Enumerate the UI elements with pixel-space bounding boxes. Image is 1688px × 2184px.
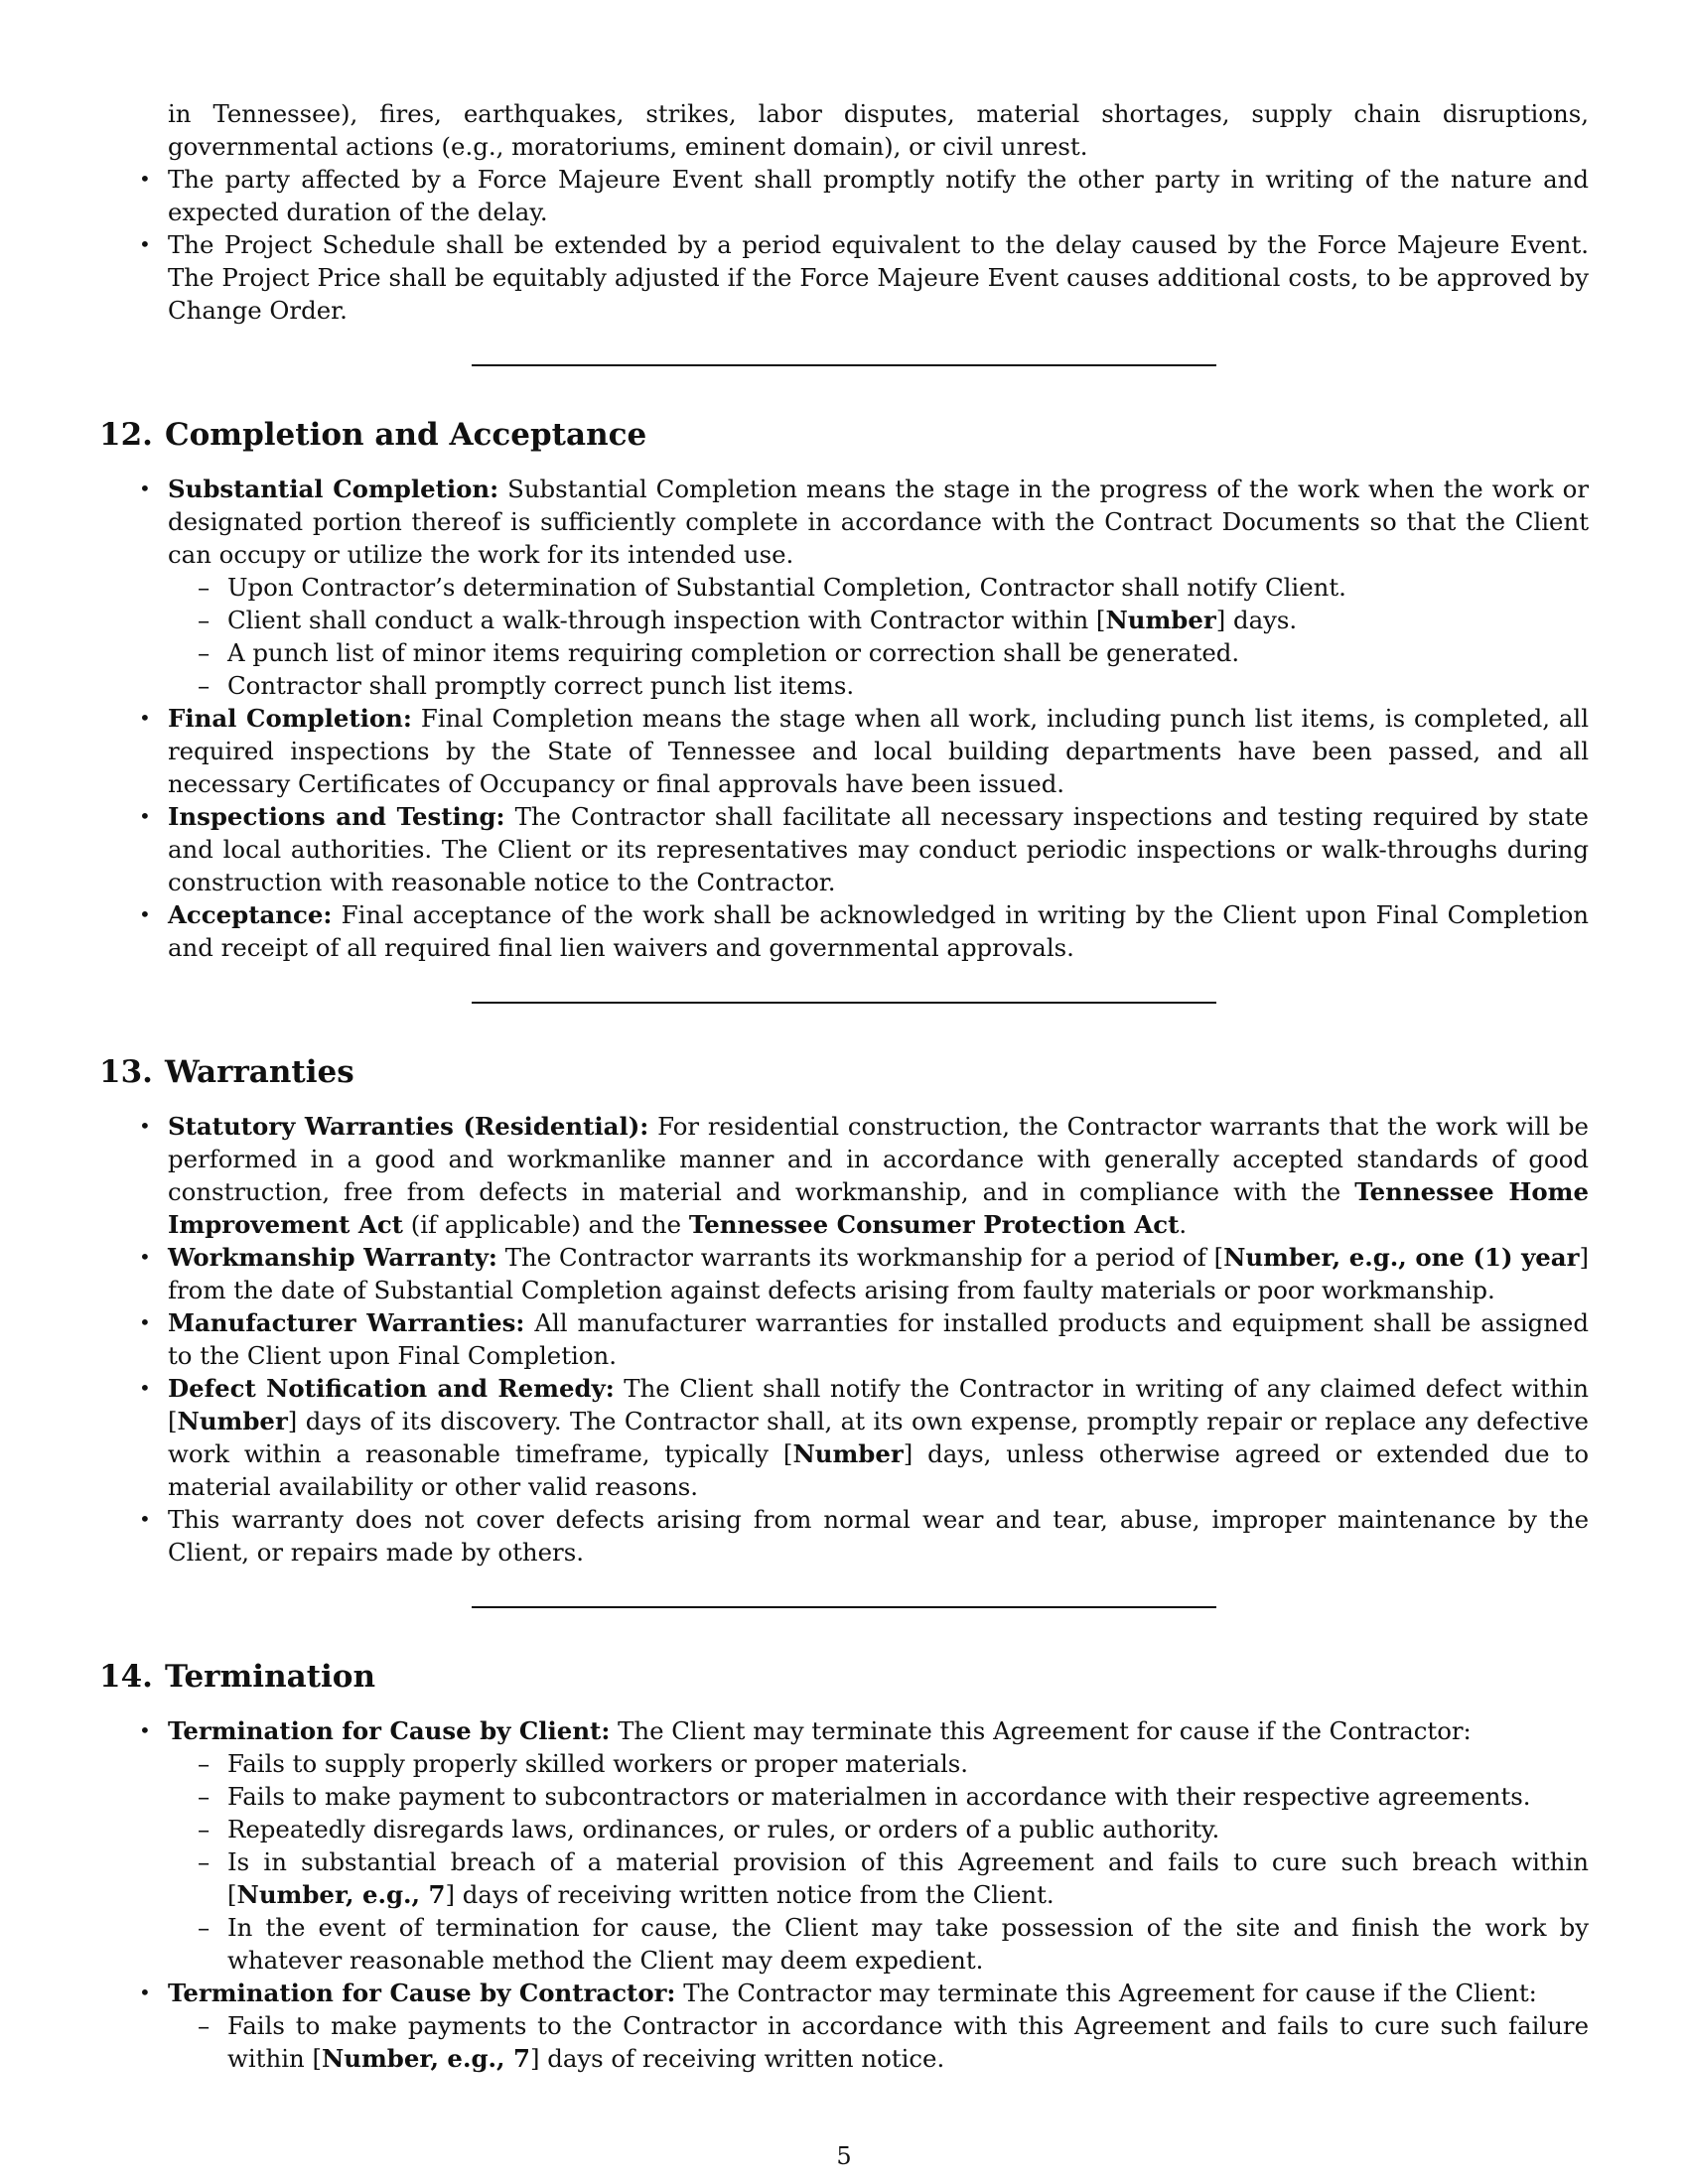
list-item: – Fails to make payments to the Contractor in accordance with this Agreement and fails to cure such failure within [Number, e.g., 7] days of receiving written notice.	[198, 2011, 1589, 2073]
defect-notification-item: • Defect Notification and Remedy: The Client shall notify the Contractor in writing of any claimed defect within [Number] days of its discovery. The Contractor shall, at its own expense, promptly repair or replace any defective work within a reasonable timeframe, typically [Number] days, unless otherwise agreed or extended due to material availability or other valid reasons.	[139, 1374, 1590, 1501]
manufacturer-warranties-item: • Manufacturer Warranties: All manufacturer warranties for installed products and equipment shall be assigned to the Client upon Final Completion.	[139, 1308, 1589, 1370]
list-item: • The Project Schedule shall be extended by a period equivalent to the delay caused by the Force Majeure Event. The Project Price shall be equitably adjusted if the Force Majeure Event causes additional costs, to be approved by Change Order.	[139, 230, 1589, 325]
substantial-completion-item: • Substantial Completion: Substantial Completion means the stage in the progress of the work when the work or designated portion thereof is sufficiently complete in accordance with the Contract Documents so that the Client can occupy or utilize the work for its intended use. – Upon Contractor’s determination of Substantial Completion, Contractor shall notify Client. – Client shall conduct a walk-through inspection with Contractor within [Number] days. – A punch list of minor items requiring completion or correction shall be generated. – Contractor shall promptly correct punch list items.	[139, 475, 1589, 700]
section-12-heading: 12. Completion and Acceptance	[99, 417, 647, 453]
list-item: • The party affected by a Force Majeure Event shall promptly notify the other party in writing of the nature and expected duration of the delay.	[139, 165, 1589, 226]
termination-by-client-item: • Termination for Cause by Client: The Client may terminate this Agreement for cause if the Contractor: – Fails to supply properly skilled workers or proper materials. – Fails to make payment to subcontractors or materialmen in accordance with their respective agreements. – Repeatedly disregards laws, ordinances, or rules, or orders of a public authority. – Is in substantial breach of a material provision of this Agreement and fails to cure such breach within [Number, e.g., 7] days of receiving written notice from the Client. – In the event of termination for cause, the Client may take possession of the site and finish the work by whatever reasonable method the Client may deem expedient.	[139, 1716, 1589, 1975]
final-completion-item: • Final Completion: Final Completion means the stage when all work, including punch list items, is completed, all required inspections by the State of Tennessee and local building departments have been passed, and all necessary Certificates of Occupancy or final approvals have been issued.	[139, 704, 1589, 798]
force-majeure-continuation: in Tennessee), fires, earthquakes, strikes, labor disputes, material shortages, supply chain disruptions, governmental actions (e.g., moratoriums, eminent domain), or civil unrest.	[168, 99, 1589, 161]
acceptance-item: • Acceptance: Final acceptance of the work shall be acknowledged in writing by the Client upon Final Completion and receipt of all required final lien waivers and governmental approvals.	[139, 900, 1589, 962]
list-item: – A punch list of minor items requiring completion or correction shall be generated.	[198, 638, 1240, 667]
termination-by-contractor-item: • Termination for Cause by Contractor: The Contractor may terminate this Agreement for cause if the Client: – Fails to make payments to the Contractor in accordance with this Agreement and fails to cure such failure within [Number, e.g., 7] days of receiving written notice.	[139, 1979, 1589, 2073]
warranty-exclusion-item: • This warranty does not cover defects arising from normal wear and tear, abuse, improper maintenance by the Client, or repairs made by others.	[139, 1505, 1589, 1567]
list-item: – Fails to make payment to subcontractors or materialmen in accordance with their respective agreements.	[198, 1782, 1531, 1811]
section-13-heading: 13. Warranties	[99, 1054, 354, 1090]
list-item: – Is in substantial breach of a material provision of this Agreement and fails to cure such breach within [Number, e.g., 7] days of receiving written notice from the Client.	[198, 1847, 1589, 1909]
section-divider	[472, 1002, 1216, 1004]
termination-by-client-sublist	[168, 1747, 1589, 1977]
workmanship-warranty-item: • Workmanship Warranty: The Contractor warrants its workmanship for a period of [Number, e.g., one (1) year] from the date of Substantial Completion against defects arising from faulty materials or poor workmanship.	[139, 1243, 1589, 1304]
substantial-completion-sublist	[168, 571, 1589, 702]
section-14-list	[99, 1714, 1589, 2075]
section-12-list	[99, 473, 1589, 964]
force-majeure-bullets	[99, 163, 1589, 327]
section-13-list	[99, 1110, 1589, 1569]
page-number: 5	[836, 2142, 852, 2170]
section-divider	[472, 364, 1216, 366]
termination-by-contractor-sublist	[168, 2009, 1589, 2075]
list-item: – In the event of termination for cause, the Client may take possession of the site and finish the work by whatever reasonable method the Client may deem expedient.	[198, 1913, 1589, 1975]
section-divider	[472, 1606, 1216, 1608]
list-item: – Upon Contractor’s determination of Substantial Completion, Contractor shall notify Client.	[198, 573, 1346, 602]
document-page	[99, 97, 1589, 2075]
statutory-warranties-item: • Statutory Warranties (Residential): For residential construction, the Contractor warrants that the work will be performed in a good and workmanlike manner and in accordance with generally accepted standards of good construction, free from defects in material and workmanship, and in compliance with the Tennessee Home Improvement Act (if applicable) and the Tennessee Consumer Protection Act.	[139, 1112, 1589, 1239]
list-item: – Client shall conduct a walk-through inspection with Contractor within [Number] days.	[198, 606, 1298, 634]
section-14-heading: 14. Termination	[99, 1659, 376, 1695]
list-item: – Fails to supply properly skilled workers or proper materials.	[198, 1749, 969, 1778]
inspections-item: • Inspections and Testing: The Contractor shall facilitate all necessary inspections and testing required by state and local authorities. The Client or its representatives may conduct periodic inspections or walk-throughs during construction with reasonable notice to the Contractor.	[139, 802, 1589, 896]
list-item: – Contractor shall promptly correct punch list items.	[198, 671, 855, 700]
list-item: – Repeatedly disregards laws, ordinances, or rules, or orders of a public authority.	[198, 1815, 1220, 1843]
